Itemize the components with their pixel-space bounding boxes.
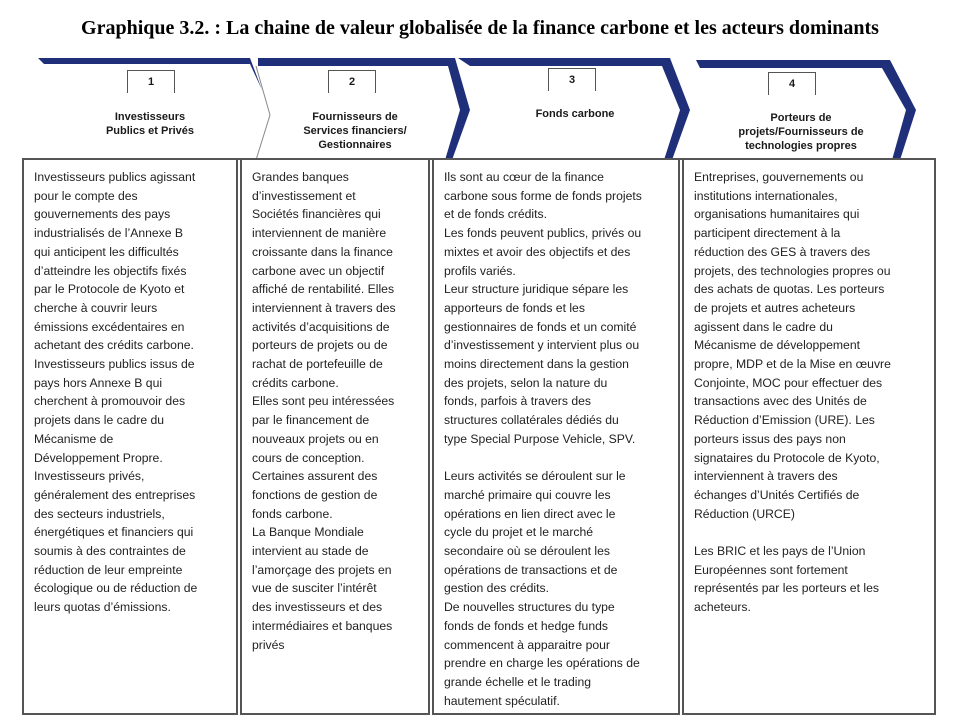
stage-1-label: Investisseurs Publics et Privés bbox=[105, 111, 195, 137]
figure-title: Graphique 3.2. : La chaine de valeur globalisée de la finance carbone et les acteurs dominants bbox=[81, 17, 879, 39]
table-top-rule bbox=[22, 158, 936, 160]
stage-4-label: Porteurs de projets/Fournisseurs de technologies propres bbox=[738, 112, 864, 152]
column-1-text: Investisseurs publics agissant pour le compte des gouvernements des pays industrialisés de l’Annexe B qui anticipent les difficultés d’atteindre les objectifs fixés par le Protocole de Kyoto et cherche à couvrir leurs émissions excédentaires en achetant des crédits carbone. Investisseurs publics issus de pays hors Annexe B qui cherchent à promouvoir des projets dans le cadre du Mécanisme de Développement Propre. Investisseurs privés, généralement des entreprises des secteurs industriels, énergétiques et financiers qui soumis à des contraintes de réduction de leur empreinte écologique ou de réduction de leurs quotas d’émissions. bbox=[22, 160, 238, 715]
stage-3-number: 3 bbox=[548, 68, 596, 91]
stage-4-number: 4 bbox=[768, 72, 816, 95]
stage-1-number: 1 bbox=[127, 70, 175, 93]
column-4-text: Entreprises, gouvernements ou institutions internationales, organisations humanitaires qui participent directement à la réduction des GES à travers des projets, des technologies propres ou des achats de quotas. Les porteurs de projets et autres acheteurs agissent dans le cadre du Mécanisme de développement propre, MDP et de la Mise en œuvre Conjointe, MOC pour effectuer des transactions avec des Unités de Réduction d’Emission (URE). Les porteurs issus des pays non signataires du Protocole de Kyoto, interviennent à travers des échanges d’Unités Certifiés de Réduction (URCE) Les BRIC et les pays de l’Union Européennes sont fortement représentés par les porteurs et les acheteurs. bbox=[682, 160, 936, 715]
column-2-text: Grandes banques d’investissement et Sociétés financières qui interviennent de manière croissante dans la finance carbone avec un objectif affiché de rentabilité. Elles interviennent à travers des activités d’acquisitions de porteurs de projets ou de rachat de portefeuille de crédits carbone. Elles sont peu intéressées par le financement de nouveaux projets ou en cours de conception. Certaines assurent des fonctions de gestion de fonds carbone. La Banque Mondiale intervient au stade de l’amorçage des projets en vue de susciter l’intérêt des investisseurs et des intermédiaires et banques privés bbox=[240, 160, 430, 715]
stage-3-label: Fonds carbone bbox=[535, 108, 615, 120]
stage-2-number: 2 bbox=[328, 70, 376, 93]
column-3-text: Ils sont au cœur de la finance carbone sous forme de fonds projets et de fonds crédits. Les fonds peuvent publics, privés ou mixtes et avoir des objectifs et des profils variés. Leur structure juridique sépare les apporteurs de fonds et les gestionnaires de fonds et un comité d’investissement y intervient plus ou moins directement dans la gestion des projets, selon la nature du fonds, parfois à travers des structures collatérales dédiés du type Special Purpose Vehicle, SPV. Leurs activités se déroulent sur le marché primaire qui couvre les opérations en lien direct avec le cycle du projet et le marché secondaire où se déroulent les opérations de transactions et de gestion des crédits. De nouvelles structures du type fonds de fonds et hedge funds commencent à apparaitre pour prendre en charge les opérations de grande échelle et le trading hautement spéculatif. bbox=[432, 160, 680, 715]
stage-2-label: Fournisseurs de Services financiers/ Gestionnaires bbox=[303, 111, 407, 151]
